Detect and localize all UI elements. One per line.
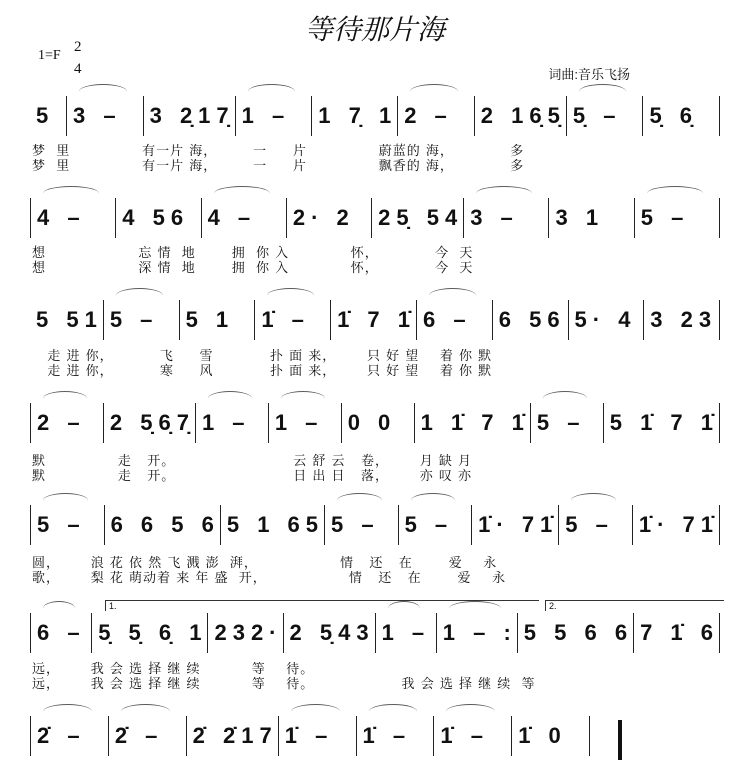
measure: 25̣ 54 [371,198,463,238]
measure: 5 – [558,505,632,545]
lyric-line: 默 走 开。 日 出 日 落， 亦 叹 亦 [32,469,473,484]
measure: 2· 2 [286,198,371,238]
measure: 1 – [268,403,341,443]
measure: 1 – [235,96,312,136]
measure: 5· 4 [568,300,644,340]
staff-row [30,403,720,443]
measure: 5 – [634,198,720,238]
author-credit: 词曲:音乐飞扬 [548,67,630,82]
measure: 1̇ – [433,716,511,756]
lyric-line: 梦 里 有一片 海， 一 片 飘香的 海， 多 [32,159,525,174]
staff-row [30,300,720,340]
staff-row [30,716,590,756]
measure: 5̣ 5̣ 6̣ 1 [91,613,207,653]
measure: 6 – [416,300,492,340]
measure: 1̇ 0 [511,716,590,756]
measure: 5 1̇ 7 1̇ [603,403,720,443]
staff-row [30,505,720,545]
measure: 2 – [30,403,103,443]
measure: 1 1̇ 7 1̇ [414,403,530,443]
measure: 5 – [324,505,398,545]
measure: 2 – [397,96,474,136]
measure: 1̇ – [278,716,356,756]
measure: 5 [36,103,55,128]
measure: 1̇· 71̇ [471,505,558,545]
time-signature-top: 2 [74,39,82,55]
lyric-line: 梦 里 有一片 海， 一 片 蔚蓝的 海， 多 [32,144,525,159]
staff-row [30,96,720,136]
song-title: 等待那片海 [304,13,445,46]
volta-1: 1. [105,600,539,611]
lyric-line: 远， 我 会 选 择 继 续 等 待。 [32,662,315,677]
measure: 3 – [463,198,548,238]
lyric-line: 想 深 情 地 拥 你 入 怀， 今 天 [32,261,474,276]
measure: 3 1 [548,198,633,238]
measure: 1̇ – [254,300,330,340]
final-barline [618,720,622,760]
lyric-line: 圆， 浪 花 依 然 飞 溅 澎 湃， 情 还 在 爱 永 [32,556,498,571]
measure: 1 – [375,613,436,653]
measure: 5̣ – [566,96,643,136]
time-signature-bottom: 4 [74,61,82,77]
lyric-line: 走 进 你， 寒 风 扑 面 来， 只 好 望 着 你 默 [32,364,493,379]
measure: 1 7̣ 1 [311,96,397,136]
measure: 2 16̣5̣ [474,96,566,136]
measure: 6 56 [492,300,568,340]
measure: 2 5̣43 [283,613,375,653]
measure: 5 5 6 6 [517,613,633,653]
measure: 3 2̣17̣ [143,96,235,136]
measure: 3 – [66,96,143,136]
staff-row [30,613,720,653]
measure: 1 – [195,403,268,443]
time-signature [74,36,82,80]
measure: 232· [207,613,282,653]
measure: 0 0 [341,403,414,443]
measure: 5 1 65 [220,505,324,545]
measure: 1 – : [436,613,517,653]
lyric-line: 走 进 你， 飞 雪 扑 面 来， 只 好 望 着 你 默 [32,349,493,364]
measure: 2̇ – [30,716,108,756]
measure: 5 1 [179,300,255,340]
measure: 3 23 [643,300,720,340]
measure: 6 6 5 6 [104,505,220,545]
measure: 2̇ – [108,716,186,756]
measure: 5 – [530,403,603,443]
measure: 6 – [30,613,91,653]
measure: 5 – [398,505,472,545]
key-signature: 1=F [38,48,61,63]
measure: 5 – [30,505,104,545]
volta-2: 2. [545,600,724,611]
measure: 5 51 [36,307,103,332]
measure: 5̣ 6̣ [642,96,720,136]
measure: 1̇ 7 1̇ [330,300,416,340]
lyric-line: 远， 我 会 选 择 继 续 等 待。 我 会 选 择 继 续 等 [32,677,536,692]
measure: 7 1̇ 6 [633,613,720,653]
measure: 1̇ – [356,716,434,756]
lyric-line: 默 走 开。 云 舒 云 卷， 月 缺 月 [32,454,473,469]
measure: 1̇· 71̇ [632,505,720,545]
measure: 2 5̣6̣7̣ [103,403,195,443]
lyric-line: 歌， 梨 花 萌动着 来 年 盛 开， 情 还 在 爱 永 [32,571,507,586]
measure: 5 – [103,300,179,340]
measure: 4 56 [115,198,200,238]
measure: 4 – [201,198,286,238]
lyric-line: 想 忘 情 地 拥 你 入 怀， 今 天 [32,246,474,261]
staff-row [30,198,720,238]
measure: 2̇ 2̇17 [186,716,278,756]
measure: 4 – [30,198,115,238]
